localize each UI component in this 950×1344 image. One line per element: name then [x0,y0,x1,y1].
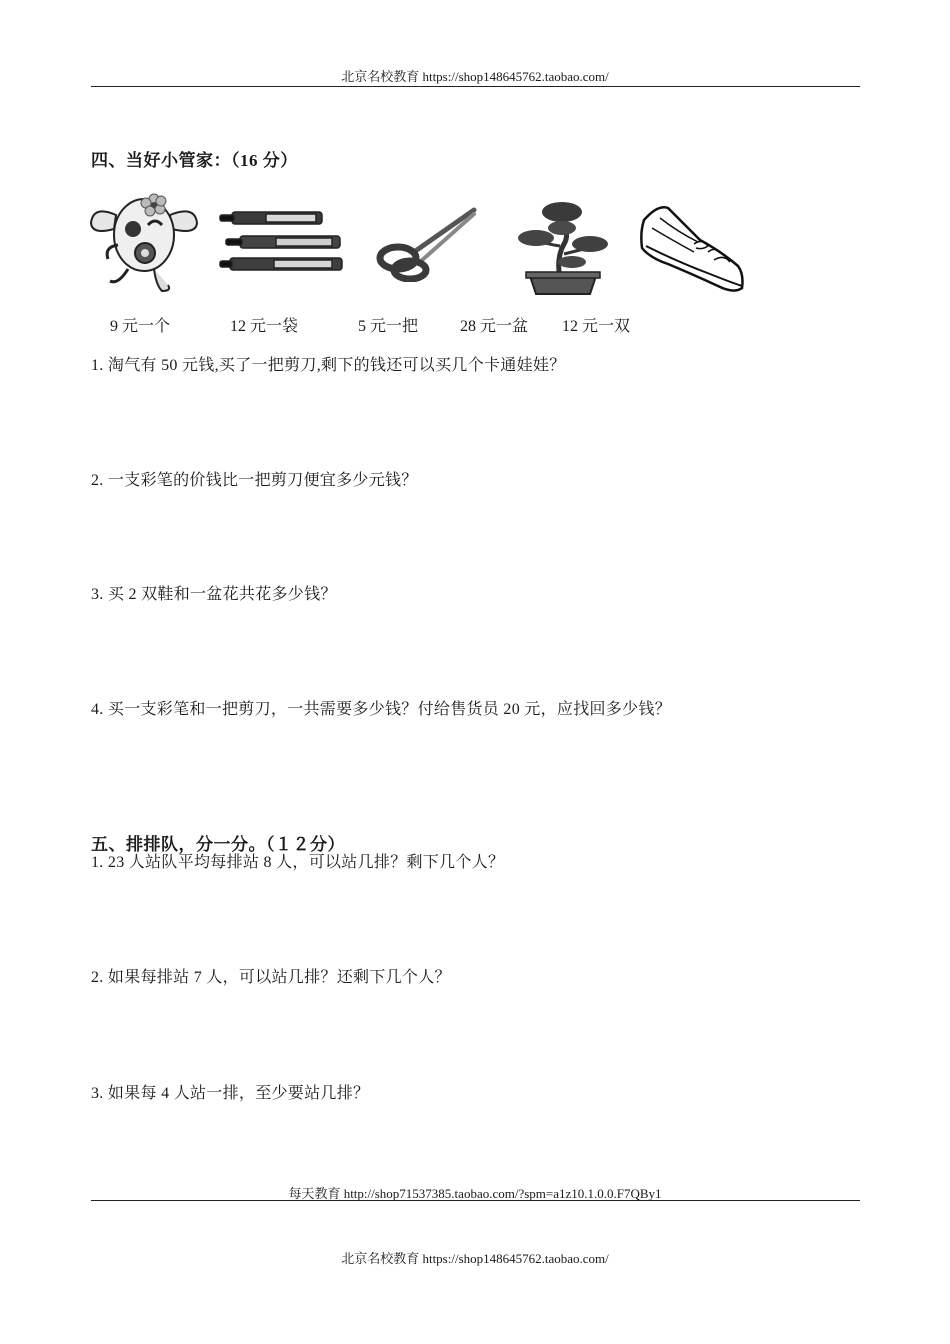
question-4-1: 1. 淘气有 50 元钱,买了一把剪刀,剩下的钱还可以买几个卡通娃娃？ [91,357,566,374]
marker-pens-icon [218,206,348,278]
question-5-3: 3. 如果每 4 人站一排，至少要站几排？ [91,1085,370,1102]
footer-line-2: 北京名校教育 https://shop148645762.taobao.com/ [341,1251,609,1266]
footer-line-1: 每天教育 http://shop71537385.taobao.com/?spm=a1z10.1.0.0.F7QBy1 [288,1186,662,1201]
price-bonsai: 28 元一盆 [460,318,529,335]
shoe-icon [638,200,750,296]
header-rule [91,86,860,87]
question-5-2: 2. 如果每排站 7 人，可以站几排？还剩下几个人？ [91,969,451,986]
question-4-3: 3. 买 2 双鞋和一盆花共花多少钱？ [91,586,337,603]
footer-rule [91,1200,860,1201]
price-shoes: 12 元一双 [562,318,631,335]
price-markers: 12 元一袋 [230,318,299,335]
section-4-title: 四、当好小管家：（16 分） [91,151,298,170]
price-scissors: 5 元一把 [358,318,419,335]
section-5-title: 五、排排队，分一分。（１２分） [91,835,345,854]
price-doll: 9 元一个 [110,318,171,335]
cartoon-doll-icon [88,185,200,297]
question-4-2: 2. 一支彩笔的价钱比一把剪刀便宜多少元钱？ [91,472,418,489]
bonsai-icon [510,198,614,298]
question-5-1: 1. 23 人站队平均每排站 8 人，可以站几排？剩下几个人？ [91,854,505,871]
page-header: 北京名校教育 https://shop148645762.taobao.com/ [341,69,609,84]
question-4-4: 4. 买一支彩笔和一把剪刀，一共需要多少钱？付给售货员 20 元，应找回多少钱？ [91,701,672,718]
scissors-icon [376,206,478,282]
